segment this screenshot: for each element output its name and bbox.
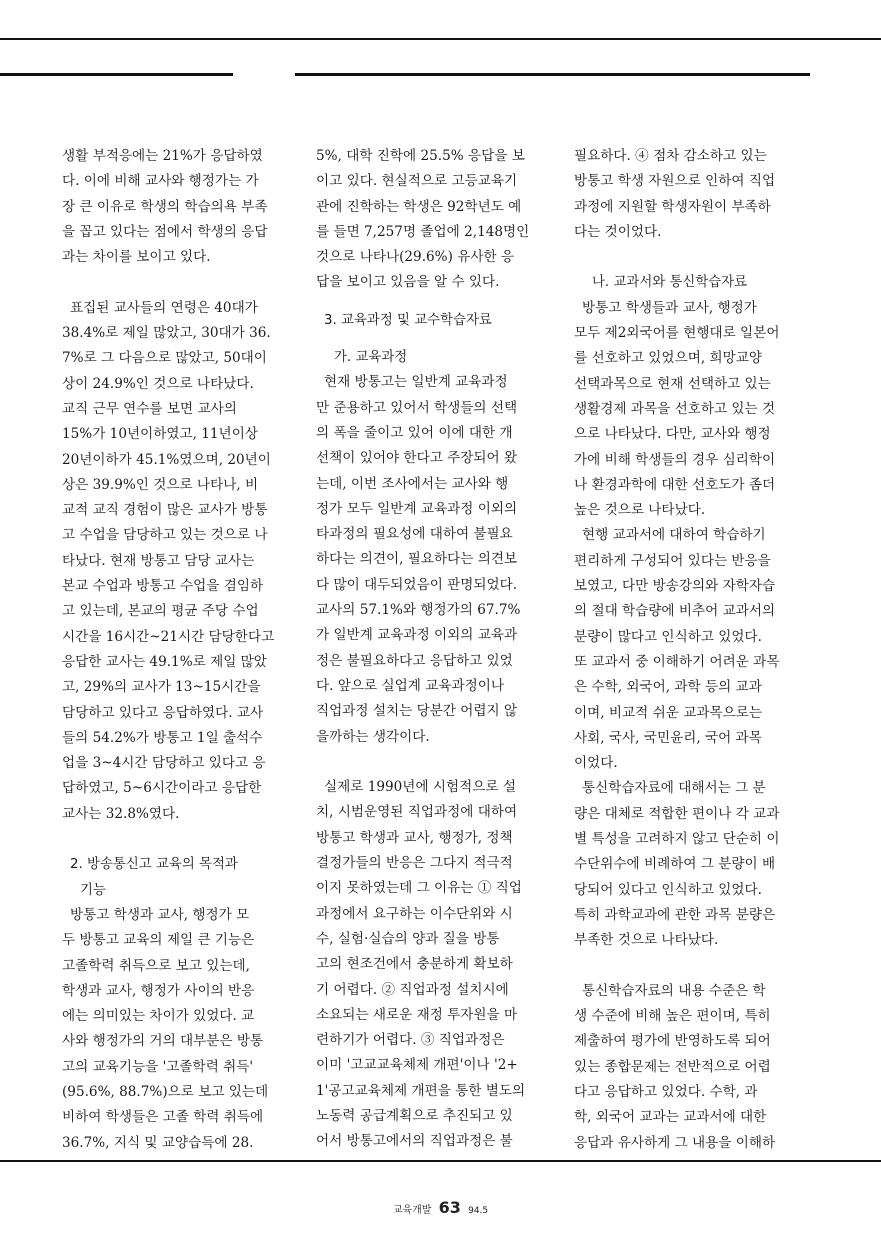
text-line: (95.6%, 88.7%)으로 보고 있는데 (62, 1083, 269, 1100)
paragraph-gap (62, 827, 290, 852)
text-line: 상은 39.9%인 것으로 나타나, 비 (62, 476, 259, 493)
text-line: 사와 행정가의 거의 대부분은 방통 (62, 1033, 264, 1050)
text-line: 5%, 대학 진학에 25.5% 응답을 보 (316, 148, 525, 164)
text-line: 만 준용하고 있어서 학생들의 선택 (316, 399, 518, 416)
text-line: 장 큰 이유로 학생의 학습의욕 부족 (62, 198, 268, 215)
text-line: 결정가들의 반응은 그다지 적극적 (316, 855, 513, 872)
text-line: 선책이 있어야 한다고 주장되어 왔 (316, 450, 518, 467)
text-line: 은 수학, 외국어, 과학 등의 교과 (574, 679, 762, 696)
text-line: 사회, 국사, 국민윤리, 국어 과목 (574, 729, 762, 746)
text-line: 7%로 그 다음으로 많았고, 50대이 (62, 350, 267, 367)
text-line: 본교 수업과 방통고 수업을 겸임하 (62, 578, 264, 595)
text-line: 타났다. 현재 방통고 담당 교사는 (62, 552, 255, 569)
text-line: 가 일반계 교육과정 이외의 교육과 (316, 627, 518, 644)
text-line: 가에 비해 학생들의 경우 심리학이 (574, 451, 776, 468)
text-line: 이미 '고교교육체제 개편'이나 '2+ (316, 1057, 518, 1074)
page-footer (0, 1198, 881, 1217)
text-line: 모두 제2외국어를 현행대로 일본어 (574, 325, 780, 342)
text-line: 소요되는 새로운 재정 투자원을 마 (316, 1006, 518, 1023)
text-line: 과정에 지원할 학생자원이 부족하 (574, 198, 771, 215)
column-3 (574, 144, 810, 1156)
text-line: 고, 29%의 교사가 13~15시간을 (62, 679, 261, 696)
text-line: 교적 교직 경험이 많은 교사가 방통 (62, 502, 268, 519)
text-line: 36.7%, 지식 및 교양습득에 28. (62, 1134, 254, 1151)
text-line: 생활 부적응에는 21%가 응답하였 (62, 148, 263, 164)
text-line: 을까하는 생각이다. (316, 728, 430, 745)
text-line: 필요하다. ④ 점차 감소하고 있는 (574, 148, 767, 164)
text-line: 편리하게 구성되어 있다는 반응을 (574, 552, 771, 569)
text-line: 분량이 많다고 인식하고 있었다. (574, 628, 762, 645)
text-line: 고 있는데, 본교의 평균 주당 수업 (62, 603, 259, 620)
heading-gap (316, 333, 548, 345)
text-line: 정가 모두 일반계 교육과정 이외의 (316, 500, 518, 517)
text-line: 업을 3~4시간 담당하고 있다고 응 (62, 755, 266, 772)
text-line: 응답과 유사하게 그 내용을 이해하 (574, 1134, 776, 1151)
text-line: 수, 실험·실습의 양과 질을 방통 (316, 930, 500, 947)
section-heading: 3. 교육과정 및 교수학습자료 (324, 312, 492, 328)
text-line: 량은 대체로 적합한 편이나 각 교과 (574, 805, 780, 822)
text-line: 를 선호하고 있었으며, 희망교양 (574, 350, 762, 367)
text-line: 을 꼽고 있다는 점에서 학생의 응답 (62, 223, 268, 240)
text-line: 방통고 학생 자원으로 인하여 직업 (574, 173, 776, 190)
text-line: 15%가 10년이하였고, 11년이상 (62, 426, 258, 443)
paragraph-gap (316, 750, 548, 775)
text-line: 것으로 나타나(29.6%) 유사한 응 (316, 249, 515, 266)
text-line: 타과정의 필요성에 대하여 불필요 (316, 526, 513, 543)
text-line: 1'공고교육체제 개편을 통한 별도의 (316, 1082, 526, 1099)
text-line: 당되어 있다고 인식하고 있었다. (574, 881, 762, 898)
text-line: 제출하여 평가에 반영하도록 되어 (574, 1033, 771, 1050)
text-line: 기 어렵다. ② 직업과정 설치시에 (316, 981, 509, 998)
text-line: 별 특성을 고려하지 않고 단순히 이 (574, 831, 780, 848)
text-line: 생 수준에 비해 높은 편이며, 특히 (574, 1008, 771, 1025)
text-line: 현재 방통고는 일반계 교육과정 (324, 374, 508, 391)
section-heading: 2. 방송통신고 교육의 목적과 (70, 857, 238, 873)
text-line: 다는 것이었다. (574, 223, 662, 240)
text-line: 통신학습자료의 내용 수준은 학 (582, 982, 766, 999)
text-line: 교직 근무 연수를 보면 교사의 (62, 400, 237, 417)
text-line: 선택과목으로 현재 선택하고 있는 (574, 375, 771, 392)
text-line: 방통고 학생과 교사, 행정가 모 (70, 906, 250, 923)
text-line: 상이 24.9%인 것으로 나타났다. (62, 375, 254, 392)
page-number: 63 (438, 1198, 461, 1217)
text-line: 생활경제 과목을 선호하고 있는 것 (574, 400, 776, 417)
header-rule-left (0, 73, 233, 76)
text-line: 다. 앞으로 실업계 교육과정이나 (316, 677, 504, 694)
text-line: 정은 불필요하다고 응답하고 있었 (316, 652, 513, 669)
text-line: 실제로 1990년에 시험적으로 설 (324, 779, 517, 796)
text-line: 과는 차이를 보이고 있다. (62, 249, 211, 266)
text-line: 방통고 학생과 교사, 행정가, 정책 (316, 829, 513, 846)
text-line: 답하였고, 5~6시간이라고 응답한 (62, 780, 262, 797)
text-line: 들의 54.2%가 방통고 1일 출석수 (62, 729, 263, 746)
top-rule (0, 38, 881, 40)
text-line: 담당하고 있다고 응답하였다. 교사 (62, 704, 264, 721)
text-line: 하다는 의견이, 필요하다는 의견보 (316, 551, 518, 568)
text-line: 비하여 학생들은 고졸 학력 취득에 (62, 1109, 264, 1126)
text-line: 20년이하가 45.1%였으며, 20년이 (62, 451, 271, 468)
text-line: 학생과 교사, 행정가 사이의 반응 (62, 982, 255, 999)
text-line: 으로 나타났다. 다만, 교사와 행정 (574, 426, 771, 443)
text-line: 에는 의미있는 차이가 있었다. 교 (62, 1008, 255, 1025)
text-line: 높은 것으로 나타났다. (574, 502, 706, 519)
paragraph-gap (574, 245, 810, 270)
text-line: 방통고 학생들과 교사, 행정가 (582, 299, 757, 316)
text-line: 현행 교과서에 대하여 학습하기 (582, 527, 766, 544)
text-line: 이고 있다. 현실적으로 고등교육기 (316, 173, 518, 190)
section-heading: 가. 교육과정 (334, 350, 408, 366)
text-line: 38.4%로 제일 많았고, 30대가 36. (62, 325, 271, 342)
paragraph-gap (574, 954, 810, 979)
text-line: 부족한 것으로 나타났다. (574, 932, 719, 949)
text-line: 다. 이에 비해 교사와 행정가는 가 (62, 173, 259, 190)
text-line: 이지 못하였는데 그 이유는 ① 직업 (316, 880, 522, 897)
text-line: 고의 현조건에서 충분하게 확보하 (316, 956, 513, 973)
text-line: 고졸학력 취득으로 보고 있는데, (62, 957, 250, 974)
paragraph-gap (62, 270, 290, 295)
heading-gap (316, 296, 548, 308)
text-line: 련하기가 어렵다. ③ 직업과정은 (316, 1032, 505, 1049)
column-1 (62, 144, 290, 1156)
section-heading: 나. 교과서와 통신학습자료 (592, 275, 748, 291)
text-line: 다고 응답하고 있었다. 수학, 과 (574, 1083, 758, 1100)
text-line: 직업과정 설치는 당분간 어렵지 않 (316, 703, 518, 720)
text-line: 다 많이 대두되었음이 판명되었다. (316, 576, 518, 593)
header-rule-right (295, 73, 810, 76)
text-line: 의 절대 학습량에 비추어 교과서의 (574, 603, 776, 620)
text-line: 고 수업을 담당하고 있는 것으로 나 (62, 527, 268, 544)
text-line: 답을 보이고 있음을 알 수 있다. (316, 274, 500, 291)
text-line: 어서 방통고에서의 직업과정은 불 (316, 1133, 513, 1150)
text-line: 나 환경과학에 대한 선호도가 좀더 (574, 476, 776, 493)
text-line: 있는 종합문제는 전반적으로 어렵 (574, 1058, 771, 1075)
column-2 (316, 144, 548, 1155)
text-line: 두 방통고 교육의 제일 큰 기능은 (62, 932, 255, 949)
text-line: 는데, 이번 조사에서는 교사와 행 (316, 475, 509, 492)
text-line: 표집된 교사들의 연령은 40대가 (70, 299, 258, 316)
section-heading: 기능 (80, 882, 106, 898)
text-line: 관에 진학하는 학생은 92학년도 예 (316, 198, 522, 215)
text-line: 이며, 비교적 쉬운 교과목으로는 (574, 704, 762, 721)
bottom-rule (0, 1160, 881, 1162)
text-line: 시간을 16시간~21시간 담당한다고 (62, 628, 275, 645)
text-line: 이었다. (574, 755, 618, 772)
text-line: 학, 외국어 교과는 교과서에 대한 (574, 1109, 767, 1126)
text-line: 교사는 32.8%였다. (62, 805, 180, 822)
text-line: 를 들면 7,257명 졸업에 2,148명인 (316, 223, 530, 240)
text-line: 또 교과서 중 이해하기 어려운 과목 (574, 653, 780, 670)
text-line: 고의 교육기능을 '고졸학력 취득' (62, 1058, 254, 1075)
text-line: 보였고, 다만 방송강의와 자학자습 (574, 578, 776, 595)
text-line: 치, 시범운영된 직업과정에 대하여 (316, 804, 518, 821)
text-line: 응답한 교사는 49.1%로 제일 많았 (62, 653, 267, 670)
journal-name: 교육개발 (392, 1205, 432, 1216)
text-line: 과정에서 요구하는 이수단위와 시 (316, 905, 513, 922)
text-line: 의 폭을 줄이고 있어 이에 대한 개 (316, 424, 513, 441)
text-line: 특히 과학교과에 관한 과목 분량은 (574, 906, 776, 923)
text-line: 교사의 57.1%와 행정가의 67.7% (316, 602, 521, 619)
text-line: 수단위수에 비례하여 그 분량이 배 (574, 856, 776, 873)
issue-date: 94.5 (468, 1206, 489, 1216)
text-line: 통신학습자료에 대해서는 그 분 (582, 780, 766, 797)
text-line: 노동력 공급계획으로 추진되고 있 (316, 1107, 513, 1124)
